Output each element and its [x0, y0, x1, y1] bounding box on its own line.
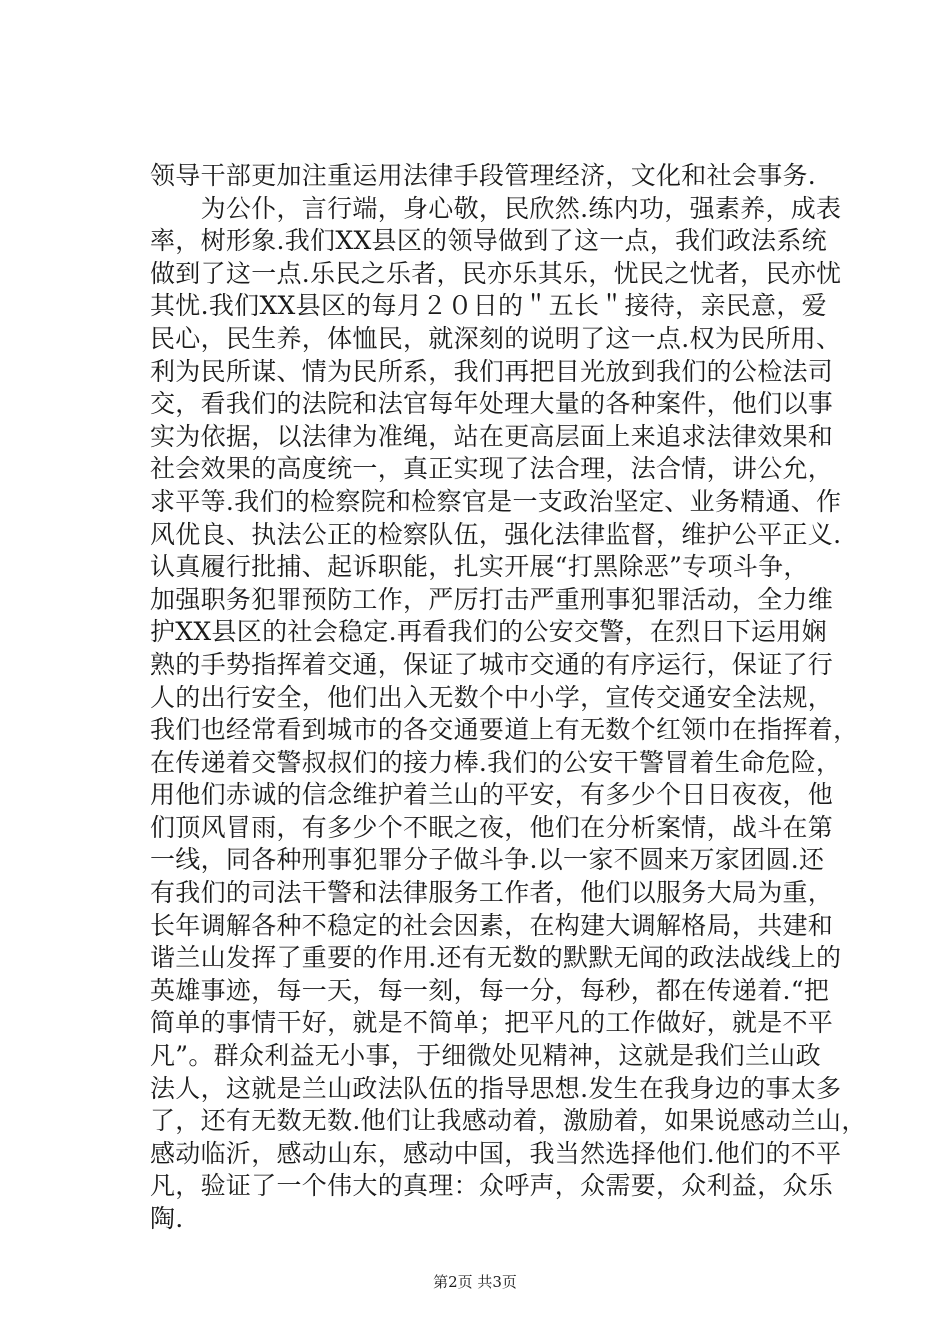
text-line: 用他们赤诚的信念维护着兰山的平安，有多少个日日夜夜，他	[150, 780, 834, 810]
text-line: 领导干部更加注重运用法律手段管理经济，文化和社会事务.	[150, 161, 817, 190]
text-line: 社会效果的高度统一，真正实现了法合理，法合情，讲公允，	[150, 454, 834, 484]
text-line: 人的出行安全，他们出入无数个中小学，宣传交通安全法规，	[150, 682, 834, 712]
text-line: 有我们的司法干警和法律服务工作者，他们以服务大局为重，	[150, 878, 834, 908]
text-line: 认真履行批捕、起诉职能，扎实开展“打黑除恶”专项斗争，	[150, 552, 809, 582]
text-line: 在传递着交警叔叔们的接力棒.我们的公安干警冒着生命危险，	[150, 747, 842, 777]
text-line: 陶.	[150, 1204, 184, 1233]
text-line: 凡，验证了一个伟大的真理：众呼声，众需要，众利益，众乐	[150, 1171, 834, 1201]
text-line: 法人，这就是兰山政法队伍的指导思想.发生在我身边的事太多	[150, 1073, 842, 1103]
text-line: 加强职务犯罪预防工作，严厉打击严重刑事犯罪活动，全力维	[150, 584, 834, 614]
text-line: 民心，民生养，体恤民，就深刻的说明了这一点.权为民所用、	[150, 323, 842, 353]
text-line: 简单的事情干好，就是不简单；把平凡的工作做好，就是不平	[150, 1008, 834, 1038]
text-line: 长年调解各种不稳定的社会因素，在构建大调解格局，共建和	[150, 910, 834, 940]
text-line: 利为民所谋、情为民所系，我们再把目光放到我们的公检法司	[150, 356, 834, 386]
text-line: 求平等.我们的检察院和检察官是一支政治坚定、业务精通、作	[150, 486, 842, 516]
text-line: 护XX县区的社会稳定.再看我们的公安交警，在烈日下运用娴	[150, 617, 827, 647]
text-line: 为公仆，言行端，身心敬，民欣然.练内功，强素养，成表	[150, 193, 842, 223]
text-line: 实为依据，以法律为准绳，站在更高层面上来追求法律效果和	[150, 421, 834, 451]
document-body	[150, 160, 867, 1236]
text-line: 率，树形象.我们XX县区的领导做到了这一点，我们政法系统	[150, 226, 827, 256]
text-line: 们顶风冒雨，有多少个不眠之夜，他们在分析案情，战斗在第	[150, 812, 834, 842]
text-line: 其忧.我们XX县区的每月２０日的＂五长＂接待，亲民意，爱	[150, 291, 827, 321]
text-line: 一线，同各种刑事犯罪分子做斗争.以一家不圆来万家团圆.还	[150, 845, 825, 875]
text-line: 做到了这一点.乐民之乐者，民亦乐其乐，忧民之忧者，民亦忧	[150, 258, 842, 288]
text-line: 感动临沂，感动山东，感动中国，我当然选择他们.他们的不平	[150, 1138, 842, 1168]
text-line: 英雄事迹，每一天，每一刻，每一分，每秒，都在传递着.“把	[150, 975, 830, 1005]
text-line: 谐兰山发挥了重要的作用.还有无数的默默无闻的政法战线上的	[150, 943, 842, 973]
text-line: 熟的手势指挥着交通，保证了城市交通的有序运行，保证了行	[150, 649, 834, 679]
page-footer: 第2页 共3页	[433, 1273, 517, 1291]
text-line: 我们也经常看到城市的各交通要道上有无数个红领巾在指挥着，	[150, 715, 859, 745]
text-line: 风优良、执法公正的检察队伍，强化法律监督，维护公平正义.	[150, 519, 842, 549]
text-line: 了，还有无数无数.他们让我感动着，激励着，如果说感动兰山，	[150, 1106, 867, 1136]
text-line: 凡”。群众利益无小事，于细微处见精神，这就是我们兰山政	[150, 1041, 821, 1071]
text-line: 交，看我们的法院和法官每年处理大量的各种案件，他们以事	[150, 389, 834, 419]
